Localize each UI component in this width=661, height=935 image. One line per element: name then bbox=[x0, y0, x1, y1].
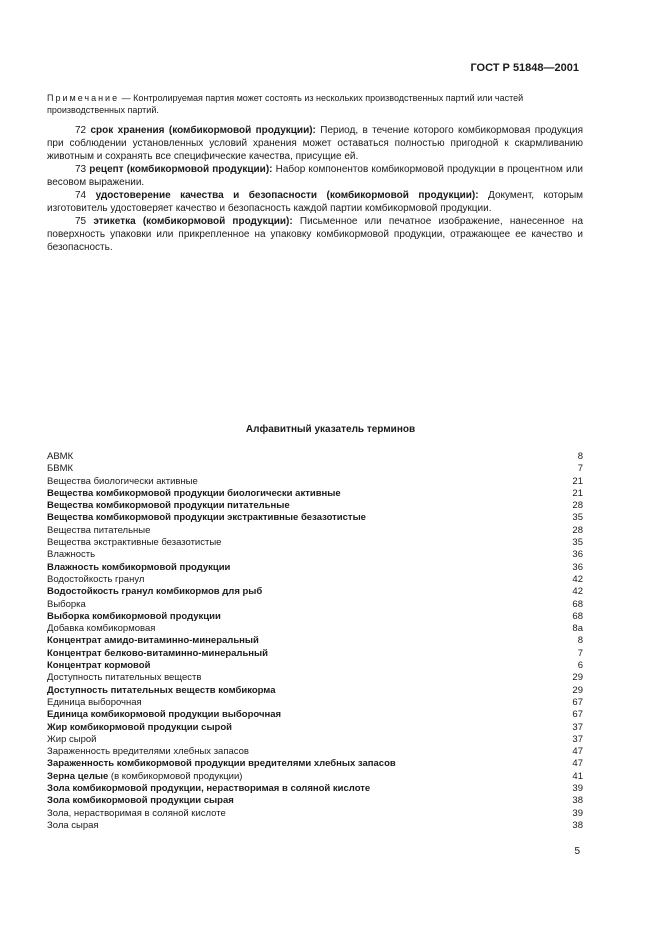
index-term bbox=[47, 463, 73, 475]
index-page-ref: 28 bbox=[572, 524, 583, 536]
index-entry bbox=[47, 795, 583, 807]
alphabetical-index bbox=[47, 451, 583, 832]
index-entry bbox=[47, 500, 583, 512]
index-page-ref: 38 bbox=[572, 819, 583, 831]
index-term bbox=[47, 783, 370, 795]
index-entry bbox=[47, 820, 583, 832]
index-term bbox=[47, 549, 95, 561]
index-term-text: Зараженность комбикормовой продукции вредителями хлебных запасов bbox=[47, 758, 396, 770]
index-term bbox=[47, 808, 226, 820]
index-entry bbox=[47, 562, 583, 574]
definition-term: срок хранения (комбикормовой продукции): bbox=[90, 125, 316, 136]
definition-number: 74 bbox=[75, 190, 87, 201]
index-term bbox=[47, 599, 86, 611]
index-page-ref: 6 bbox=[577, 660, 583, 672]
index-term bbox=[47, 451, 73, 463]
index-entry bbox=[47, 623, 583, 635]
definition-number: 73 bbox=[75, 164, 87, 175]
definition-text: Письменное или печатное изображение, нанесенное на поверхность упаковки или прикрепленное на упаковку комбикормовой продукции, отражающее ее качество и безопасность. bbox=[47, 216, 584, 253]
index-term bbox=[47, 562, 230, 574]
index-page-ref: 39 bbox=[572, 783, 583, 795]
definition-term: удостоверение качества и безопасности (комбикормовой продукции): bbox=[95, 190, 479, 201]
index-term-text: Доступность питательных веществ bbox=[47, 672, 202, 684]
index-term-text: Вещества комбикормовой продукции экстрактивные безазотистые bbox=[47, 512, 366, 524]
note-paragraph bbox=[47, 92, 583, 116]
index-term bbox=[47, 635, 259, 647]
index-entry bbox=[47, 635, 583, 647]
definition-text: Набор компонентов комбикормовой продукции в процентном или весовом выражении. bbox=[47, 164, 583, 188]
index-term-text: Доступность питательных веществ комбикорма bbox=[47, 684, 276, 696]
index-page-ref: 37 bbox=[572, 733, 583, 745]
definition-number: 75 bbox=[75, 216, 87, 227]
index-page-ref: 47 bbox=[572, 758, 583, 770]
index-term-text: Выборка комбикормовой продукции bbox=[47, 610, 221, 622]
index-page-ref: 37 bbox=[572, 721, 583, 733]
index-term-text: Добавка комбикормовая bbox=[47, 623, 156, 635]
index-page-ref: 42 bbox=[572, 573, 583, 585]
index-page-ref: 47 bbox=[572, 746, 583, 758]
index-entry bbox=[47, 672, 583, 684]
index-page-ref: 29 bbox=[572, 684, 583, 696]
index-entry bbox=[47, 685, 583, 697]
index-term-text: Зола, нерастворимая в соляной кислоте bbox=[47, 807, 226, 819]
definition-item bbox=[47, 189, 583, 215]
index-page-ref: 36 bbox=[572, 561, 583, 573]
index-entry bbox=[47, 697, 583, 709]
index-term bbox=[47, 685, 276, 697]
index-entry bbox=[47, 734, 583, 746]
index-page-ref: 68 bbox=[572, 598, 583, 610]
index-page-ref: 41 bbox=[572, 770, 583, 782]
index-term-text: Влажность bbox=[47, 549, 96, 561]
index-term-text: Зерна целые bbox=[47, 770, 109, 782]
index-term bbox=[47, 734, 96, 746]
definition-text: Период, в течение которого комбикормовая продукция при соблюдении установленных условий хранения может оставаться полностью пригодной к скармливанию животным и сохранять все специфические качества, присущие ей. bbox=[47, 125, 583, 162]
index-page-ref: 8 bbox=[577, 635, 583, 647]
index-term bbox=[47, 488, 341, 500]
index-term bbox=[47, 820, 99, 832]
index-entry bbox=[47, 746, 583, 758]
index-page-ref: 21 bbox=[572, 475, 583, 487]
index-term-qualifier: (в комбикормовой продукции) bbox=[108, 770, 243, 782]
index-term-text: Водостойкость гранул bbox=[47, 573, 145, 585]
index-term-text: Зола комбикормовой продукции, нерастворимая в соляной кислоте bbox=[47, 783, 371, 795]
index-term bbox=[47, 525, 150, 537]
index-entry bbox=[47, 574, 583, 586]
index-term bbox=[47, 611, 221, 623]
index-term-text: БВМК bbox=[47, 463, 74, 475]
note-label: Примечание bbox=[47, 93, 120, 103]
index-entry bbox=[47, 722, 583, 734]
index-term bbox=[47, 709, 281, 721]
index-term bbox=[47, 648, 268, 660]
index-page-ref: 68 bbox=[572, 610, 583, 622]
index-term bbox=[47, 512, 366, 524]
index-term-text: Зола сырая bbox=[47, 819, 99, 831]
index-term bbox=[47, 795, 234, 807]
definition-item bbox=[47, 124, 583, 163]
definition-term: рецепт (комбикормовой продукции): bbox=[89, 164, 273, 175]
index-term bbox=[47, 537, 221, 549]
index-page-ref: 21 bbox=[572, 487, 583, 499]
definition-term: этикетка (комбикормовой продукции): bbox=[93, 216, 293, 227]
index-page-ref: 39 bbox=[572, 807, 583, 819]
index-entry bbox=[47, 611, 583, 623]
index-term bbox=[47, 672, 201, 684]
index-term bbox=[47, 660, 150, 672]
index-entry bbox=[47, 549, 583, 561]
index-term bbox=[47, 722, 232, 734]
index-entry bbox=[47, 660, 583, 672]
index-term-text: Вещества питательные bbox=[47, 524, 151, 536]
index-term bbox=[47, 476, 198, 488]
index-page-ref: 7 bbox=[577, 647, 583, 659]
index-page-ref: 35 bbox=[572, 512, 583, 524]
index-term-text: Концентрат белково-витаминно-минеральный bbox=[47, 647, 269, 659]
index-entry bbox=[47, 463, 583, 475]
index-term-text: Зола комбикормовой продукции сырая bbox=[47, 795, 234, 807]
index-page-ref: 28 bbox=[572, 500, 583, 512]
index-entry bbox=[47, 586, 583, 598]
index-entry bbox=[47, 476, 583, 488]
index-entry bbox=[47, 488, 583, 500]
index-term bbox=[47, 500, 290, 512]
note-text: — Контролируемая партия может состоять из нескольких производственных партий или частей производственных партий. bbox=[47, 93, 524, 115]
index-page-ref: 67 bbox=[572, 696, 583, 708]
index-term-text: Влажность комбикормовой продукции bbox=[47, 561, 231, 573]
index-term-text: Вещества экстрактивные безазотистые bbox=[47, 537, 222, 549]
page-number: 5 bbox=[574, 846, 580, 857]
index-term-text: Единица выборочная bbox=[47, 696, 142, 708]
definition-item bbox=[47, 163, 583, 189]
index-term bbox=[47, 746, 249, 758]
index-entry bbox=[47, 599, 583, 611]
index-term-text: Вещества комбикормовой продукции питательные bbox=[47, 500, 290, 512]
index-title: Алфавитный указатель терминов bbox=[245, 424, 416, 435]
index-term bbox=[47, 574, 144, 586]
index-page-ref: 38 bbox=[572, 795, 583, 807]
index-page-ref: 29 bbox=[572, 672, 583, 684]
index-term-text: Жир комбикормовой продукции сырой bbox=[47, 721, 233, 733]
index-term-text: Единица комбикормовой продукции выборочная bbox=[47, 709, 282, 721]
index-term-text: Вещества биологически активные bbox=[47, 475, 198, 487]
index-page-ref: 8 bbox=[577, 451, 583, 462]
index-entry bbox=[47, 808, 583, 820]
index-entry bbox=[47, 758, 583, 770]
definitions-section bbox=[47, 124, 583, 254]
index-term-text: Концентрат кормовой bbox=[47, 660, 151, 672]
document-standard-number: ГОСТ Р 51848—2001 bbox=[470, 62, 579, 74]
index-term-text: Зараженность вредителями хлебных запасов bbox=[47, 746, 249, 758]
index-page-ref: 67 bbox=[572, 709, 583, 721]
index-entry bbox=[47, 783, 583, 795]
index-term-text: Вещества комбикормовой продукции биологически активные bbox=[47, 487, 341, 499]
definition-item bbox=[47, 215, 583, 254]
index-term-text: Водостойкость гранул комбикормов для рыб bbox=[47, 586, 263, 598]
index-page-ref: 42 bbox=[572, 586, 583, 598]
index-term-text: Выборка bbox=[47, 598, 86, 610]
index-entry bbox=[47, 537, 583, 549]
index-term-text: Жир сырой bbox=[47, 733, 97, 745]
index-term bbox=[47, 623, 155, 635]
index-page-ref: 7 bbox=[577, 463, 583, 475]
index-page-ref: 36 bbox=[572, 549, 583, 561]
index-term bbox=[47, 758, 396, 770]
index-term-text: АВМК bbox=[47, 451, 74, 462]
index-term-text: Концентрат амидо-витаминно-минеральный bbox=[47, 635, 259, 647]
definition-number: 72 bbox=[75, 125, 87, 136]
index-entry bbox=[47, 525, 583, 537]
definition-text: Документ, которым изготовитель удостоверяет качество и безопасность каждой партии комбикормовой продукции. bbox=[47, 190, 584, 214]
index-page-ref: 35 bbox=[572, 537, 583, 549]
index-term bbox=[47, 697, 142, 709]
index-entry bbox=[47, 709, 583, 721]
index-entry bbox=[47, 771, 583, 783]
index-term bbox=[47, 586, 262, 598]
index-entry bbox=[47, 451, 583, 463]
index-entry bbox=[47, 512, 583, 524]
index-entry bbox=[47, 648, 583, 660]
index-page-ref: 8а bbox=[572, 623, 583, 635]
index-term bbox=[47, 771, 242, 783]
